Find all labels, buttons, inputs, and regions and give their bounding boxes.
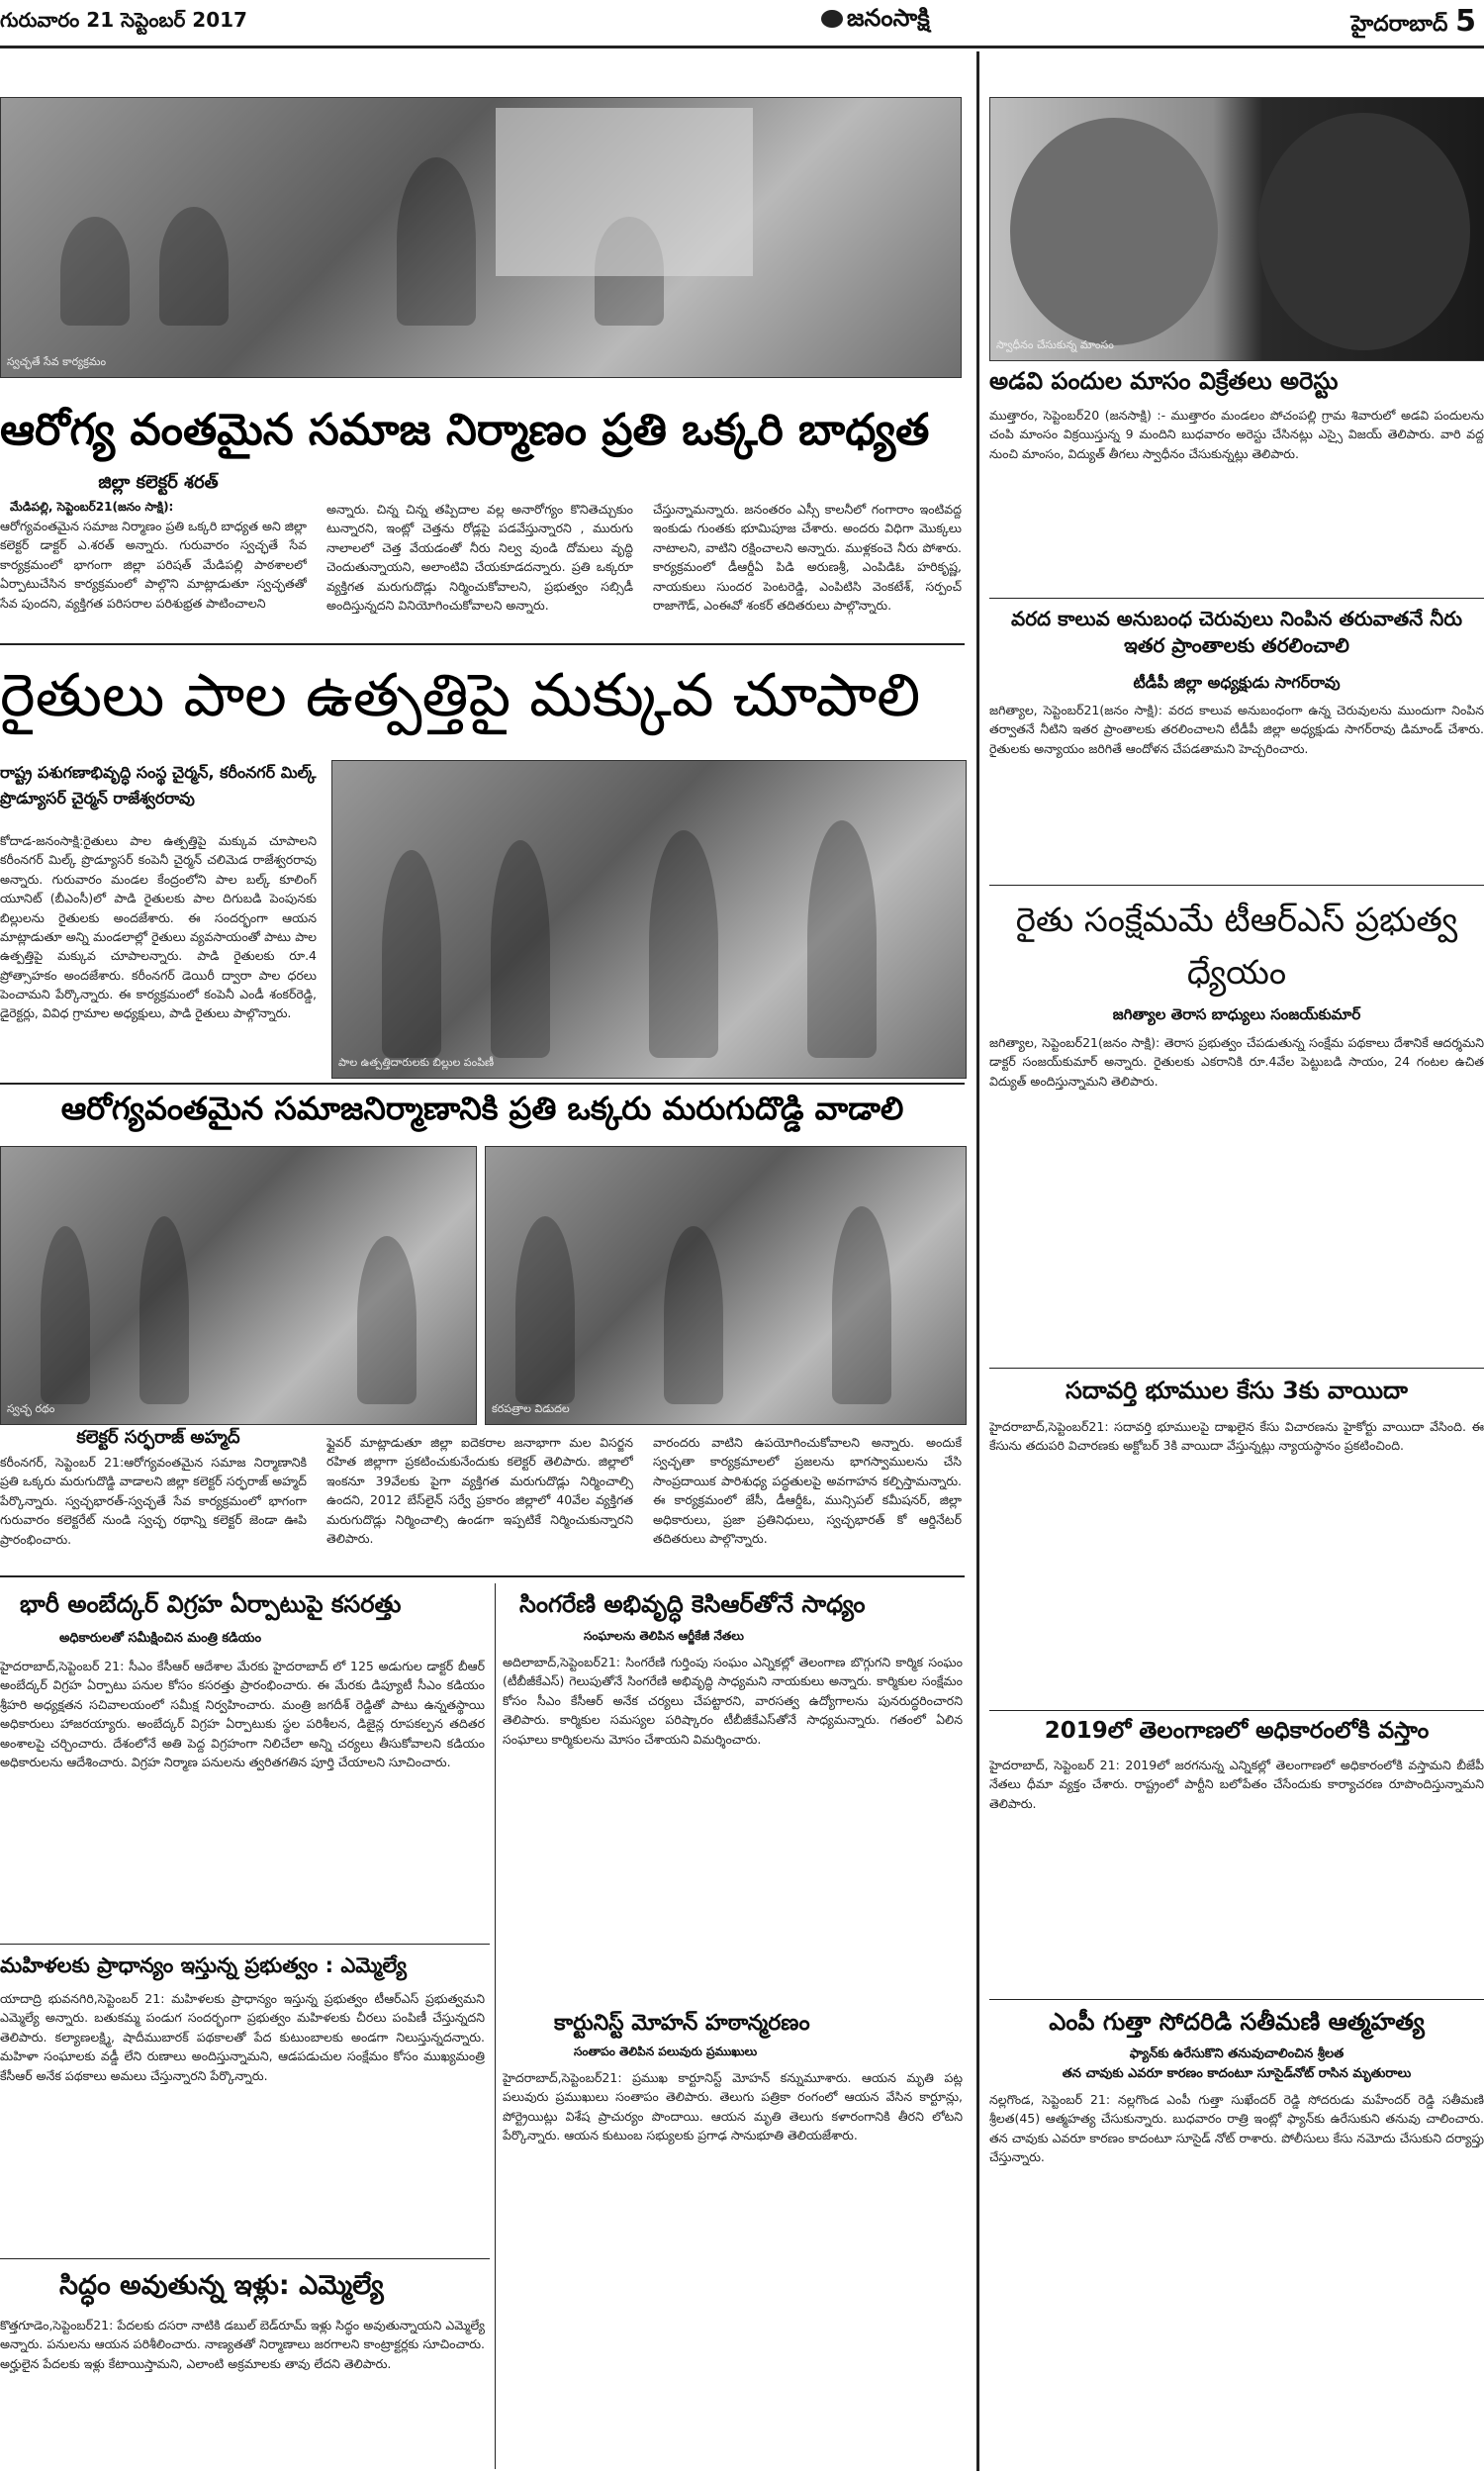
story1-byline: జిల్లా కలెక్టర్ శరత్ xyxy=(98,472,219,493)
photo-figure xyxy=(664,1226,723,1404)
column-divider xyxy=(495,1583,496,2469)
photo-figure xyxy=(515,1216,575,1404)
masthead-rule xyxy=(0,46,1484,48)
divider xyxy=(0,2258,490,2259)
divider xyxy=(0,1083,965,1085)
photo-figure xyxy=(807,820,877,1058)
story6-headline: సిద్ధం అవుతున్న ఇళ్లు: ఎమ్మెల్యే xyxy=(59,2270,384,2301)
story2-body: కోదాడ-జనంసాక్షి:రైతులు పాల ఉత్పత్తిపై మక్కువ చూపాలని కరీంనగర్ మిల్క్ ప్రొడ్యూసర్ కంపెనీ చైర్మన్ చలిమెడ రాజేశ్వరరావు అన్నారు. గురువారం మండల కేంద్రంలోని పాల బల్క్ కూలింగ్ యూనిట్ (బీఎంసీ)లో పాడి రైతులకు పాల దిగుబడి పెంపునకు బిల్లులను రైతులకు అందజేశారు. ఈ సందర్భంగా ఆయన మాట్లాడుతూ అన్ని మండలాల్లో రైతులు వ్యవసాయంతో పాటు పాల ఉత్పత్తిపై మక్కువ చూపాలన్నారు. పాడి రైతులకు రూ.4 ప్రోత్సాహకం అందజేశారు. కరీంనగర్ డెయిరీ ద్వారా పాల ధరలు పెంచామని పేర్కొన్నారు. ఈ కార్యక్రమంలో కంపెనీ ఎండీ శంకర్‌రెడ్డి, డైరెక్టర్లు, వివిధ గ్రామాల అధ్యక్షులు, పాడి రైతులు పాల్గొన్నారు. xyxy=(0,833,317,1021)
story4-body: హైదరాబాద్,సెప్టెంబర్ 21: సీఎం కేసీఆర్ ఆదేశాల మేరకు హైదరాబాద్ లో 125 అడుగుల డాక్టర్ బీఆర్ అంబేద్కర్ విగ్రహ ఏర్పాటు పనుల కోసం కసరత్తు ప్రారంభించారు. ఈ మేరకు డిప్యూటీ సీఎం కడియం శ్రీహరి అధ్యక్షతన సచివాలయంలో సమీక్ష నిర్వహించారు. మంత్రి జగదీశ్ రెడ్డితో పాటు ఉన్నతస్థాయి అధికారులు హాజరయ్యారు. అంబేద్కర్ విగ్రహ ఏర్పాటుకు స్థల పరిశీలన, డిజైన్ల రూపకల్పన తదితర అంశాలపై చర్చించారు. దేశంలోనే అతి పెద్ద విగ్రహంగా నిలిచేలా అన్ని చర్యలు తీసుకోవాలని కడియం అధికారులను ఆదేశించారు. విగ్రహ నిర్మాణ పనులను త్వరితగతిన పూర్తి చేయాలని సూచించారు. xyxy=(0,1659,485,1769)
divider xyxy=(0,1944,490,1945)
story3-col2: ఫ్లైవర్ మాట్లాడుతూ జిల్లా ఐదెకరాల జనాభాగా మల విసర్జన రహిత జిల్లాగా ప్రకటించుకునేందుకు కలెక్టర్ తెలిపారు. జిల్లాలో ఇంకనూ 39వేలకు పైగా వ్యక్తిగత మరుగుదొడ్లు నిర్మించాల్సి ఉందని, 2012 బేస్‌లైన్ సర్వే ప్రకారం జిల్లాలో 40వేల వ్యక్తిగత మరుగుదొడ్లు నిర్మించాల్సి ఉండగా ఇప్పటికే నిర్మించుకున్నారని తెలిపారు. xyxy=(326,1435,633,1546)
story1-photo xyxy=(0,97,962,378)
photo-figure xyxy=(832,1206,891,1404)
story3-photo-right xyxy=(485,1146,967,1425)
story5-headline: మహిళలకు ప్రాధాన్యం ఇస్తున్న ప్రభుత్వం : ఎమ్మెల్యే xyxy=(0,1953,407,1977)
story1-dateline: మేడిపల్లి, సెప్టెంబర్21(జనం సాక్షి): xyxy=(10,500,174,514)
right-s1-headline: అడవి పందుల మాసం విక్రేతలు అరెస్టు xyxy=(989,367,1339,395)
photo-figure xyxy=(397,157,476,326)
right-s5-headline: 2019లో తెలంగాణలో అధికారంలోకి వస్తాం xyxy=(1044,1718,1430,1744)
divider xyxy=(989,1368,1484,1369)
story1-col1: ఆరోగ్యవంతమైన సమాజ నిర్మాణం ప్రతి ఒక్కరి బాధ్యత అని జిల్లా కలెక్టర్ డాక్టర్ ఎ.శరత్ అన్నారు. గురువారం స్వచ్ఛతే సేవ కార్యక్రమంలో భాగంగా జిల్లా పరిషత్ మేడిపల్లి పాఠశాలలో ఏర్పాటుచేసిన కార్యక్రమంలో పాల్గొని మాట్లాడుతూ స్వచ్ఛతతో సేవ పుందని, వ్యక్తిగత పరిసరాల పరిశుభ్రత పాటించాలని xyxy=(0,519,307,611)
divider xyxy=(989,885,1484,886)
story8-headline: కార్టునిస్ట్ మోహన్ హఠాన్మరణం xyxy=(554,2011,810,2036)
story7-headline: సింగరేణి అభివృద్ధి కెసిఆర్‌తోనే సాధ్యం xyxy=(519,1590,866,1618)
photo-caption: స్వాధీనం చేసుకున్న మాంసం xyxy=(996,338,1114,351)
right-s2-body: జగిత్యాల, సెప్టెంబర్21(జనం సాక్షి): వరద కాలువ అనుబంధంగా ఉన్న చెరువులను ముందుగా నింపిన తర్వాతనే నీటిని ఇతర ప్రాంతాలకు తరలించాలని టీడీపీ జిల్లా అధ్యక్షుడు సాగర్‌రావు డిమాండ్ చేశారు. రైతులకు అన్యాయం జరిగితే ఆందోళన చేపడతామని హెచ్చరించారు. xyxy=(989,703,1484,756)
story5-body: యాదాద్రి భువనగిరి,సెప్టెంబర్ 21: మహిళలకు ప్రాధాన్యం ఇస్తున్న ప్రభుత్వం టీఆర్ఎస్ ప్రభుత్వమని ఎమ్మెల్యే అన్నారు. బతుకమ్మ పండుగ సందర్భంగా ప్రభుత్వం మహిళలకు చీరలు పంపిణీ చేస్తున్నదని తెలిపారు. కల్యాణలక్ష్మి, షాదీముబారక్ పథకాలతో పేద కుటుంబాలకు అండగా నిలుస్తున్నదన్నారు. మహిళా సంఘాలకు వడ్డీ లేని రుణాలు అందిస్తున్నామని, ఆడపడుచుల సంక్షేమం కోసం ముఖ్యమంత్రి కేసీఆర్ అనేక పథకాలు అమలు చేస్తున్నారని పేర్కొన్నారు. xyxy=(0,1991,485,2083)
photo-figure xyxy=(382,850,441,1058)
photo-figure xyxy=(491,840,550,1058)
story7-body: అదిలాబాద్,సెప్టెంబర్21: సింగరేణి గుర్తింపు సంఘం ఎన్నికల్లో తెలంగాణ బొగ్గుగని కార్మిక సంఘం (టీబీజీకేఎస్) గెలుపుతోనే సింగరేణి అభివృద్ధి సాధ్యమని నాయకులు అన్నారు. కార్మికుల సంక్షేమం కోసం సీఎం కేసీఆర్ అనేక చర్యలు చేపట్టారని, వారసత్వ ఉద్యోగాలను పునరుద్ధరించారని తెలిపారు. కార్మికుల సమస్యల పరిష్కారం టీబీజీకేఎస్‌తోనే సాధ్యమన్నారు. గతంలో ఏలిన సంఘాలు కార్మికులను మోసం చేశాయని విమర్శించారు. xyxy=(503,1655,963,1747)
story4-subhead: అధికారులతో సమీక్షించిన మంత్రి కడియం xyxy=(59,1631,262,1646)
story1-headline: ఆరోగ్య వంతమైన సమాజ నిర్మాణం ప్రతి ఒక్కరి బాధ్యత xyxy=(0,405,930,455)
right-s6-headline: ఎంపీ గుత్తా సోదరిడి సతీమణి ఆత్మహత్య xyxy=(1049,2008,1425,2036)
right-s6-note: తన చావుకు ఎవరూ కారణం కాదంటూ సూసైడ్‌నోట్ రాసిన మృతురాలు xyxy=(1062,2066,1412,2081)
right-s3-body: జగిత్యాల, సెప్టెంబర్21(జనం సాక్షి): తెరాస ప్రభుత్వం చేపడుతున్న సంక్షేమ పథకాలు దేశానికే ఆదర్శమని డాక్టర్ సంజయ్‌కుమార్ అన్నారు. రైతులకు ఎకరానికి రూ.4వేల పెట్టుబడి సాయం, 24 గంటల ఉచిత విద్యుత్ అందిస్తున్నామని తెలిపారు. xyxy=(989,1035,1484,1089)
newspaper-logo xyxy=(821,4,930,38)
story8-subhead: సంతాపం తెలిపిన పలువురు ప్రముఖులు xyxy=(574,2045,758,2058)
right-s5-body: హైదరాబాద్, సెప్టెంబర్ 21: 2019లో జరగనున్న ఎన్నికల్లో తెలంగాణలో అధికారంలోకి వస్తామని బీజేపీ నేతలు ధీమా వ్యక్తం చేశారు. రాష్ట్రంలో పార్టీని బలోపేతం చేసేందుకు కార్యాచరణ రూపొందిస్తున్నామని తెలిపారు. xyxy=(989,1758,1484,1811)
right-s3-headline: రైతు సంక్షేమమే టీఆర్ఎస్ ప్రభుత్వ ధ్యేయం xyxy=(1015,901,1458,993)
photo-figure xyxy=(357,1236,417,1404)
story3-col1: కరీంనగర్, సెప్టెంబర్ 21:ఆరోగ్యవంతమైన సమాజ నిర్మాణానికి ప్రతి ఒక్కరు మరుగుదొడ్డి వాడాలని జిల్లా కలెక్టర్ సర్ఫరాజ్ అహ్మద్ పేర్కొన్నారు. స్వచ్ఛభారత్-స్వచ్ఛతే సేవ కార్యక్రమంలో భాగంగా గురువారం కలెక్టరేట్ నుండి స్వచ్ఛ రథాన్ని కలెక్టర్ జెండా ఊపి ప్రారంభించారు. xyxy=(0,1455,307,1547)
meat-bowl-left xyxy=(1010,118,1218,345)
right-s6-body: నల్లగొండ, సెప్టెంబర్ 21: నల్లగొండ ఎంపీ గుత్తా సుఖేందర్ రెడ్డి సోదరుడు మహేందర్ రెడ్డి సతీమణి శ్రీలత(45) ఆత్మహత్య చేసుకున్నారు. బుధవారం రాత్రి ఇంట్లో ఫ్యాన్‌కు ఉరేసుకుని తనువు చాలించారు. తన చావుకు ఎవరూ కారణం కాదంటూ సూసైడ్ నోట్ రాశారు. పోలీసులు కేసు నమోదు చేసుకుని దర్యాప్తు చేస్తున్నారు. xyxy=(989,2092,1484,2165)
photo-figure xyxy=(159,207,229,326)
city-label xyxy=(1350,4,1476,42)
story3-byline: కలెక్టర్ సర్ఫరాజ్ అహ్మద్ xyxy=(76,1427,240,1448)
photo-banner xyxy=(496,108,753,276)
page-number: 5 xyxy=(1455,4,1476,39)
photo-figure xyxy=(649,830,718,1058)
right-photo xyxy=(989,97,1484,361)
story2-subhead: రాష్ట్ర పశుగణాభివృద్ధి సంస్థ చైర్మన్, కరీంనగర్ మిల్క్ ప్రొడ్యూసర్ చైర్మన్ రాజేశ్వరరావు xyxy=(0,763,317,808)
masthead xyxy=(0,0,1484,48)
logo-mark-icon xyxy=(821,10,843,28)
issue-date: గురువారం 21 సెప్టెంబర్ 2017 xyxy=(0,8,247,32)
story2-headline: రైతులు పాల ఉత్పత్తిపై మక్కువ చూపాలి xyxy=(0,661,921,730)
right-s2-subhead: టీడీపీ జిల్లా అధ్యక్షుడు సాగర్‌రావు xyxy=(1133,673,1341,692)
right-column-border xyxy=(976,51,979,2471)
divider xyxy=(0,643,965,645)
right-s3-subhead: జగిత్యాల తెరాస బాధ్యులు సంజయ్‌కుమార్ xyxy=(1112,1005,1361,1023)
divider xyxy=(989,598,1484,599)
right-s4-headline: సదావర్తి భూముల కేసు 3కు వాయిదా xyxy=(1066,1377,1408,1404)
story2-photo xyxy=(331,760,967,1079)
story3-headline: ఆరోగ్యవంతమైన సమాజనిర్మాణానికి ప్రతి ఒక్కరు మరుగుదొడ్డి వాడాలి xyxy=(60,1090,904,1127)
story4-headline: భారీ అంబేద్కర్ విగ్రహ ఏర్పాటుపై కసరత్తు xyxy=(20,1590,402,1618)
city-name: హైదరాబాద్ xyxy=(1350,12,1448,37)
right-s1-body: ముత్తారం, సెప్టెంబర్20 (జనసాక్షి) :- ముత్తారం మండలం పోచంపల్లి గ్రామ శివారులో అడవి పందులను చంపి మాంసం విక్రయిస్తున్న 9 మందిని బుధవారం అరెస్టు చేసినట్లు ఎస్సై విజయ్ తెలిపారు. వారి వద్ద నుంచి మాంసం, విద్యుత్ తీగలు స్వాధీనం చేసుకున్నట్లు తెలిపారు. xyxy=(989,408,1484,461)
photo-figure xyxy=(139,1216,189,1404)
divider xyxy=(989,1999,1484,2000)
story1-col3: చేస్తున్నామన్నారు. జనంతరం ఎస్సీ కాలనీలో గంగారాం ఇంటివద్ద ఇంకుడు గుంతకు భూమిపూజ చేశారు. అందరు విధిగా మొక్కలు నాటాలని, వాటిని రక్షించాలని అన్నారు. ముళ్లకంచె నీరు పోశారు. కార్యక్రమంలో డీఆర్డీఏ పిడి అరుణశ్రీ, ఎంపిడిఓ హరికృష్ణ, నాయకులు సుందర పెంటరెడ్డి, ఎంపిటిసి వెంకటేశ్, సర్పంచ్ రాజాగౌడ్, ఎంఈవో శంకర్ తదితరులు పాల్గొన్నారు. xyxy=(653,502,962,613)
right-s4-body: హైదరాబాద్,సెప్టెంబర్21: సదావర్తి భూములపై దాఖలైన కేసు విచారణను హైకోర్టు వాయిదా వేసింది. ఈ కేసును తదుపరి విచారణకు అక్టోబర్ 3కి వాయిదా వేస్తున్నట్లు న్యాయస్థానం ప్రకటించింది. xyxy=(989,1419,1484,1454)
photo-caption: పాల ఉత్పత్తిదారులకు బిల్లుల పంపిణీ xyxy=(338,1056,495,1069)
story3-photo-left xyxy=(0,1146,477,1425)
story1-col2: అన్నారు. చిన్న చిన్న తప్పిదాల వల్ల అనారోగ్యం కొనితెచ్చుకుం టున్నారని, ఇంట్లో చెత్తను రోడ్లపై పడవేస్తున్నారని , మురుగు నాలాలలో చెత్త వేయడంతో నీరు నిల్వ వుండి దోమలు వృద్ధి చెందుతున్నాయని, అలాంటివి చేయకూడదన్నారు. ప్రతి ఒక్కరూ వ్యక్తిగత మరుగుదొడ్లు నిర్మించుకోవాలని, ప్రభుత్వం సబ్సిడీ అందిస్తున్నదని వినియోగించుకోవాలని అన్నారు. xyxy=(326,502,633,613)
story7-subhead: సంఘాలను తెలిపిన ఆర్జీకేజీ నేతలు xyxy=(584,1629,744,1643)
photo-figure xyxy=(60,217,130,326)
divider xyxy=(989,1710,1484,1711)
photo-caption: స్వచ్ఛ రథం xyxy=(7,1402,55,1415)
right-s2-headline: వరద కాలువ అనుబంధ చెరువులు నింపిన తరువాతనే నీరు ఇతర ప్రాంతాలకు తరలించాలి xyxy=(1010,607,1463,657)
story3-col3: వారందరు వాటిని ఉపయోగించుకోవాలని అన్నారు. అందుకే స్వచ్ఛతా కార్యక్రమాలలో ప్రజలను భాగస్వాములను చేసి సాంప్రదాయిక పారిశుధ్య పద్ధతులపై అవగాహన కల్పిస్తామన్నారు. ఈ కార్యక్రమంలో జేసీ, డీఆర్డీఓ, మున్సిపల్ కమీషనర్, జిల్లా అధికారులు, ప్రజా ప్రతినిధులు, స్వచ్ఛభారత్ కో ఆర్డినేటర్ తదితరులు పాల్గొన్నారు. xyxy=(653,1435,962,1546)
story6-body: కొత్తగూడెం,సెప్టెంబర్21: పేదలకు దసరా నాటికి డబుల్ బెడ్‌రూమ్ ఇళ్లు సిద్ధం అవుతున్నాయని ఎమ్మెల్యే అన్నారు. పనులను ఆయన పరిశీలించారు. నాణ్యతతో నిర్మాణాలు జరగాలని కాంట్రాక్టర్లకు సూచించారు. అర్హులైన పేదలకు ఇళ్లు కేటాయిస్తామని, ఎలాంటి అక్రమాలకు తావు లేదని తెలిపారు. xyxy=(0,2318,485,2371)
story8-body: హైదరాబాద్,సెప్టెంబర్21: ప్రముఖ కార్టూనిస్ట్ మోహన్ కన్నుమూశారు. ఆయన మృతి పట్ల పలువురు ప్రముఖులు సంతాపం తెలిపారు. తెలుగు పత్రికా రంగంలో ఆయన వేసిన కార్టూన్లు, పోర్ట్రెయిట్లు విశేష ప్రాచుర్యం పొందాయి. ఆయన మృతి తెలుగు కళారంగానికి తీరని లోటని పేర్కొన్నారు. ఆయన కుటుంబ సభ్యులకు ప్రగాఢ సానుభూతి తెలియజేశారు. xyxy=(503,2070,963,2143)
photo-figure xyxy=(41,1226,90,1404)
divider xyxy=(0,1575,965,1577)
logo-text: జనంసాక్షి xyxy=(847,4,930,32)
photo-caption: స్వచ్ఛతే సేవ కార్యక్రమం xyxy=(7,355,107,368)
photo-caption: కరపత్రాల విడుదల xyxy=(492,1402,570,1415)
right-s6-subhead: ఫ్యాన్‌కు ఉరేసుకొని తనువుచాలించిన శ్రీలత xyxy=(1129,2047,1345,2061)
meat-bowl-right xyxy=(1257,113,1470,350)
